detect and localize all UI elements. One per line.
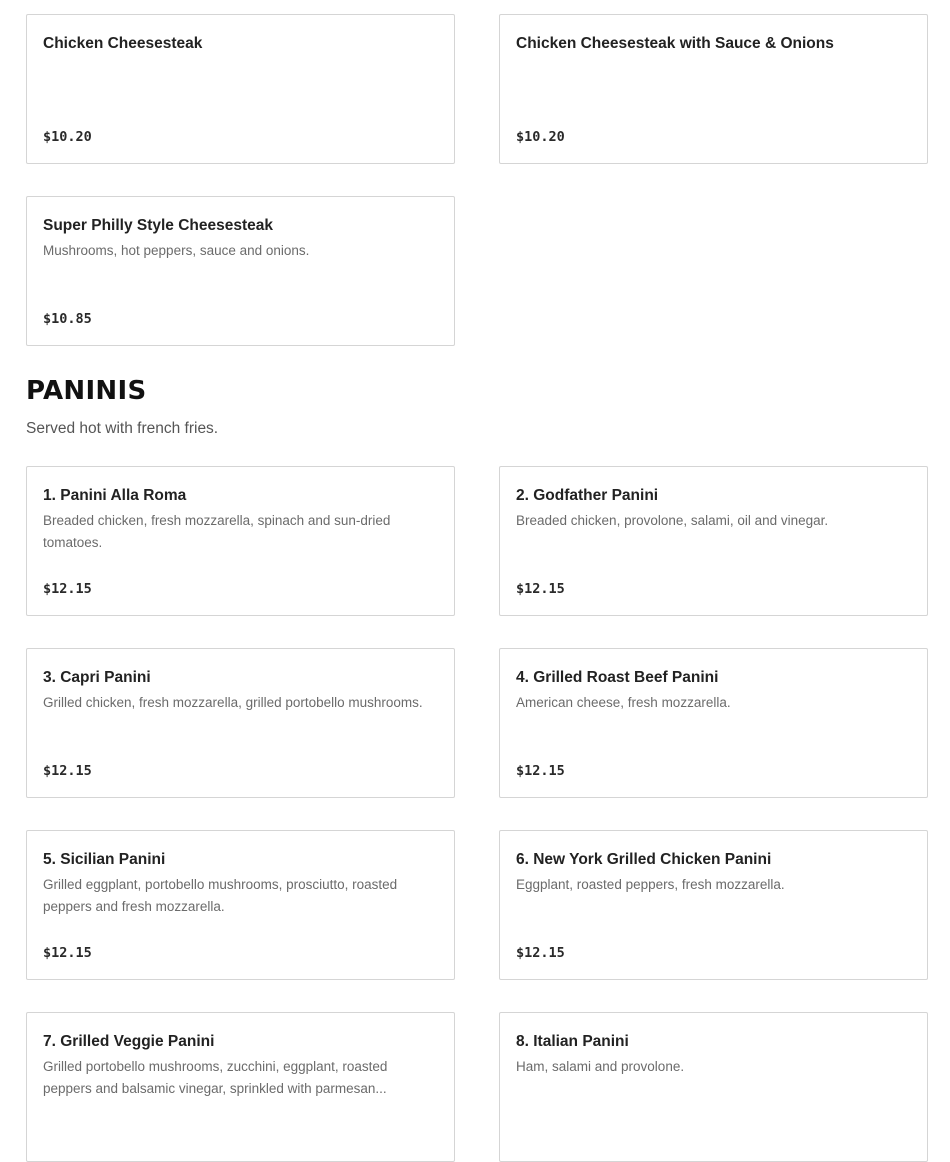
menu-item-card[interactable] <box>26 1012 455 1162</box>
menu-item-price: $12.15 <box>516 581 565 597</box>
menu-item-description: Grilled portobello mushrooms, zucchini, eggplant, roasted peppers and balsamic vinegar, sprinkled with parmesan... <box>43 1059 388 1096</box>
menu-item-name: Chicken Cheesesteak <box>43 35 203 52</box>
panini-item-grid <box>26 466 928 1162</box>
menu-item-price: $12.15 <box>43 945 92 961</box>
menu-item-description: Breaded chicken, fresh mozzarella, spinach and sun-dried tomatoes. <box>43 513 391 550</box>
menu-item-name: 3. Capri Panini <box>43 669 151 686</box>
menu-item-name: 5. Sicilian Panini <box>43 851 166 868</box>
menu-item-card[interactable] <box>499 466 928 616</box>
section-title-paninis: PANINIS <box>26 376 147 406</box>
menu-item-price: $10.20 <box>516 129 565 145</box>
menu-item-price: $12.15 <box>516 945 565 961</box>
menu-item-price: $10.85 <box>43 311 92 327</box>
menu-item-price: $12.15 <box>516 763 565 779</box>
cheesesteak-item-grid <box>26 14 928 346</box>
menu-item-card[interactable] <box>26 196 455 346</box>
menu-item-card[interactable] <box>26 14 455 164</box>
menu-item-card[interactable] <box>26 830 455 980</box>
menu-item-description: Ham, salami and provolone. <box>516 1059 685 1074</box>
menu-item-name: Chicken Cheesesteak with Sauce & Onions <box>516 35 834 52</box>
menu-item-name: 2. Godfather Panini <box>516 487 659 504</box>
menu-item-price: $12.15 <box>43 763 92 779</box>
menu-item-price: $12.15 <box>43 581 92 597</box>
menu-item-price: $10.20 <box>43 129 92 145</box>
menu-item-card[interactable] <box>499 14 928 164</box>
section-subtitle-paninis: Served hot with french fries. <box>26 420 219 437</box>
menu-item-description: Grilled chicken, fresh mozzarella, grilled portobello mushrooms. <box>43 695 423 710</box>
menu-item-description: Mushrooms, hot peppers, sauce and onions. <box>43 243 310 258</box>
menu-item-description: Eggplant, roasted peppers, fresh mozzarella. <box>516 877 785 892</box>
menu-item-name: Super Philly Style Cheesesteak <box>43 217 274 234</box>
menu-item-card[interactable] <box>26 466 455 616</box>
menu-item-card[interactable] <box>499 830 928 980</box>
menu-item-name: 7. Grilled Veggie Panini <box>43 1033 215 1050</box>
menu-item-name: 4. Grilled Roast Beef Panini <box>516 669 719 686</box>
menu-item-card[interactable] <box>499 1012 928 1162</box>
menu-item-name: 1. Panini Alla Roma <box>43 487 187 504</box>
menu-item-card[interactable] <box>499 648 928 798</box>
menu-item-description: Grilled eggplant, portobello mushrooms, prosciutto, roasted peppers and fresh mozzarella. <box>43 877 398 914</box>
menu-item-name: 8. Italian Panini <box>516 1033 629 1050</box>
menu-item-name: 6. New York Grilled Chicken Panini <box>516 851 772 868</box>
menu-item-description: American cheese, fresh mozzarella. <box>516 695 731 710</box>
menu-item-description: Breaded chicken, provolone, salami, oil and vinegar. <box>516 513 829 528</box>
menu-item-card[interactable] <box>26 648 455 798</box>
